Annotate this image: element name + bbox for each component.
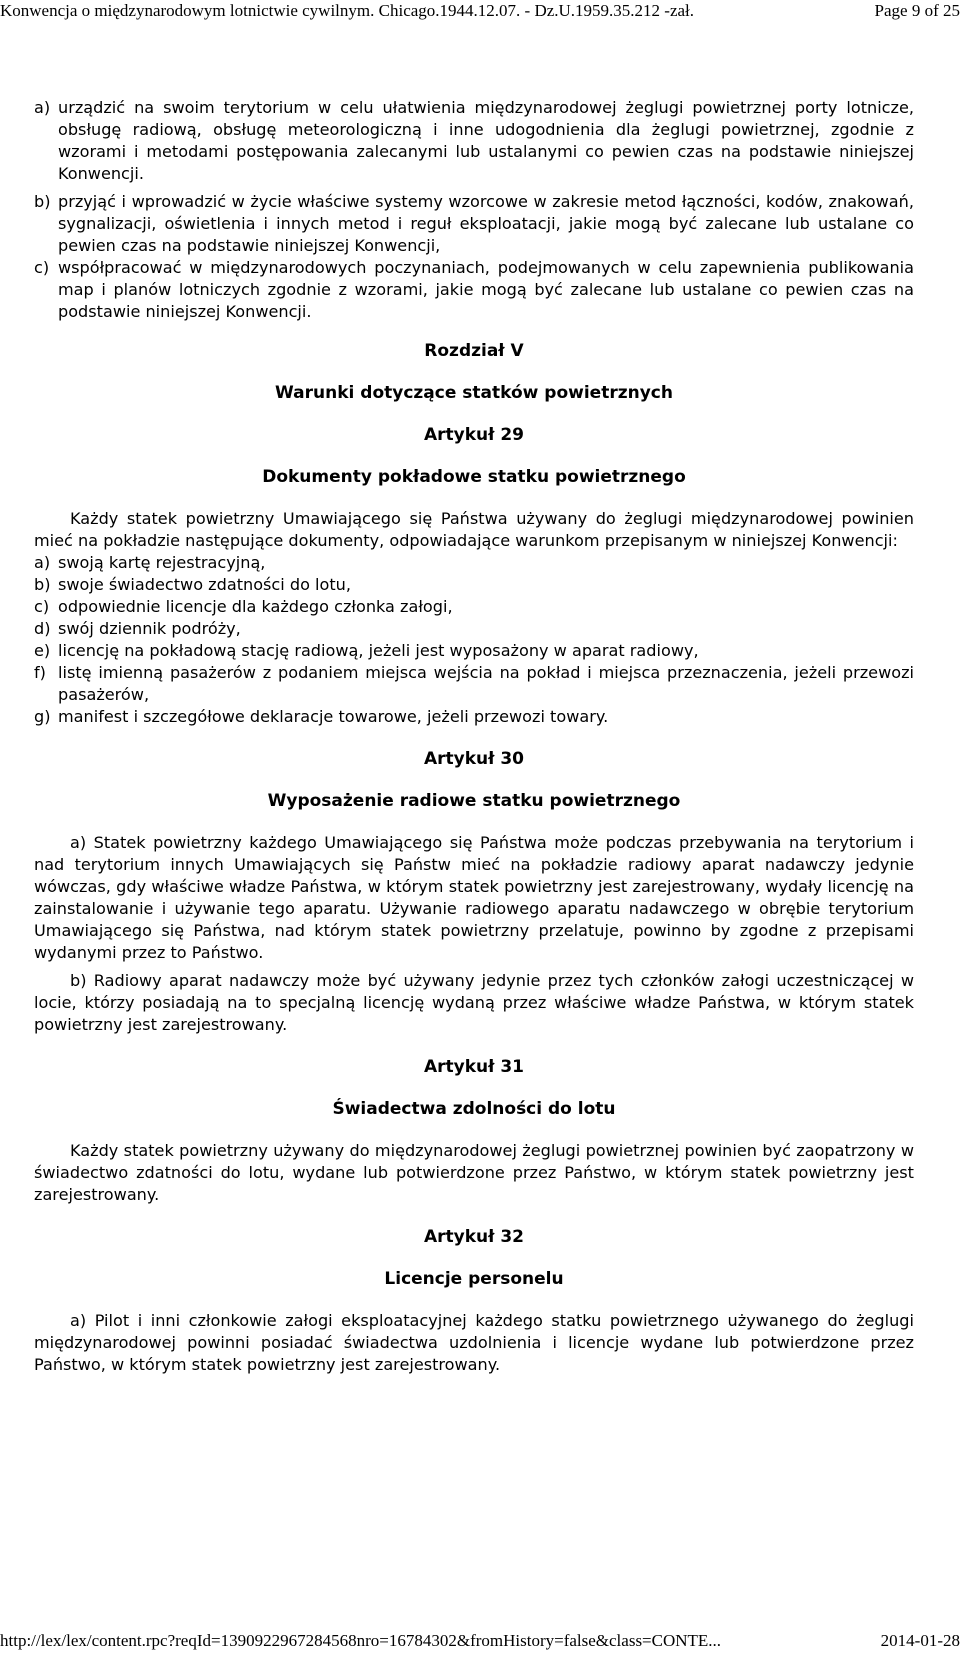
page-header [0, 0, 960, 24]
article-32-paragraph-a: a) Pilot i inni członkowie załogi eksploatacyjnej każdego statku powietrznego używanego do żeglugi międzynarodowej powinni posiadać świadectwa uzdolnienia i licencje wydane lub potwierdzone przez Państwo, w którym statek powietrzny jest zarejestrowany. [34, 1311, 914, 1374]
article-31-title: Świadectwa zdolności do lotu [332, 1099, 616, 1119]
list-item [34, 97, 914, 185]
article-32-title: Licencje personelu [384, 1269, 564, 1289]
document-body [34, 97, 914, 1376]
article-32-heading: Artykuł 32 [423, 1227, 525, 1247]
list-item-text: przyjąć i wprowadzić w życie właściwe systemy wzorcowe w zakresie metod łączności, kodów, znakowań, sygnalizacji, oświetlenia i innych metod i reguł eksploatacji, jakie mogą być zalecane lub ustalane co pewien czas na podstawie niniejszej Konwencji, [58, 192, 914, 255]
list-item-text: współpracować w międzynarodowych poczynaniach, podejmowanych w celu zapewnienia publikowania map i planów lotniczych zgodnie z wzorami, jakie mogą być zalecane lub ustalane co pewien czas na podstawie niniejszej Konwencji. [58, 258, 914, 321]
list-item-text: licencję na pokładową stację radiową, jeżeli jest wyposażony w aparat radiowy, [58, 641, 699, 660]
list-marker: a) [34, 98, 51, 117]
list-marker: c) [34, 258, 50, 277]
list-item [34, 706, 914, 728]
intro-list [34, 97, 914, 323]
document-title: Konwencja o międzynarodowym lotnictwie cywilnym. Chicago.1944.12.07. - Dz.U.1959.35.212 -zał. [0, 1, 695, 20]
list-marker: g) [34, 707, 51, 726]
list-item-text: swoje świadectwo zdatności do lotu, [58, 575, 351, 594]
list-marker: c) [34, 597, 50, 616]
page-footer [0, 1630, 960, 1654]
article-30-paragraph-b: b) Radiowy aparat nadawczy może być używany jedynie przez tych członków załogi uczestniczącej w locie, którzy posiadają na to specjalną licencję wydaną przez właściwe władze Państwa, w którym statek powietrzny jest zarejestrowany. [34, 971, 914, 1034]
chapter-title: Warunki dotyczące statków powietrznych [275, 383, 673, 403]
list-item [34, 191, 914, 257]
list-item-text: manifest i szczegółowe deklaracje towarowe, jeżeli przewozi towary. [58, 707, 609, 726]
article-29-heading: Artykuł 29 [423, 425, 525, 445]
article-29-list [34, 552, 914, 728]
list-marker: d) [34, 619, 51, 638]
list-item-text: listę imienną pasażerów z podaniem miejsca wejścia na pokład i miejsca przeznaczenia, jeżeli przewozi pasażerów, [58, 663, 914, 704]
list-item [34, 662, 914, 706]
page-number: Page 9 of 25 [874, 1, 960, 20]
chapter-number: Rozdział V [424, 341, 524, 361]
article-30-heading: Artykuł 30 [423, 749, 525, 769]
article-30-paragraph-a: a) Statek powietrzny każdego Umawiającego się Państwa może podczas przebywania na terytorium i nad terytorium innych Umawiających się Państw mieć na pokładzie radiowy aparat nadawczy jedynie wówczas, gdy właściwe władze Państwa, w którym statek powietrzny jest zarejestrowany, wydały licencję na zainstalowanie i używanie tego aparatu. Używanie radiowego aparatu nadawczego w obrębie terytorium Umawiającego się Państwa, nad którym statek powietrzny przelatuje, powinno by zgodne z przepisami wydanymi przez to Państwo. [34, 833, 914, 962]
article-30-title: Wyposażenie radiowe statku powietrznego [267, 791, 681, 811]
list-item-text: swój dziennik podróży, [58, 619, 241, 638]
list-item [34, 618, 914, 640]
source-url: http://lex/lex/content.rpc?reqId=1390922967284568nro=16784302&fromHistory=false&class=CONTE... [0, 1631, 722, 1650]
list-marker: e) [34, 641, 51, 660]
list-marker: f) [34, 663, 46, 682]
article-29-intro: Każdy statek powietrzny Umawiającego się Państwa używany do żeglugi międzynarodowej powinien mieć na pokładzie następujące dokumenty, odpowiadające warunkom przepisanym w niniejszej Konwencji: [34, 509, 914, 550]
list-marker: a) [34, 553, 51, 572]
article-29-title: Dokumenty pokładowe statku powietrznego [262, 467, 686, 487]
list-item [34, 552, 914, 574]
article-31-paragraph: Każdy statek powietrzny używany do międzynarodowej żeglugi powietrznej powinien być zaopatrzony w świadectwo zdatności do lotu, wydane lub potwierdzone przez Państwo, w którym statek powietrzny jest zarejestrowany. [34, 1141, 914, 1204]
list-marker: b) [34, 575, 51, 594]
list-marker: b) [34, 192, 51, 211]
list-item [34, 574, 914, 596]
print-date: 2014-01-28 [880, 1631, 960, 1650]
list-item [34, 640, 914, 662]
list-item-text: swoją kartę rejestracyjną, [58, 553, 266, 572]
list-item-text: urządzić na swoim terytorium w celu ułatwienia międzynarodowej żeglugi powietrznej porty lotnicze, obsługę radiową, obsługę meteorologiczną i inne udogodnienia dla żeglugi powietrznej, zgodnie z wzorami i metodami postępowania zalecanymi lub ustalanymi co pewien czas na podstawie niniejszej Konwencji. [58, 98, 914, 183]
article-31-heading: Artykuł 31 [423, 1057, 525, 1077]
list-item [34, 596, 914, 618]
list-item [34, 257, 914, 323]
list-item-text: odpowiednie licencje dla każdego członka załogi, [58, 597, 453, 616]
